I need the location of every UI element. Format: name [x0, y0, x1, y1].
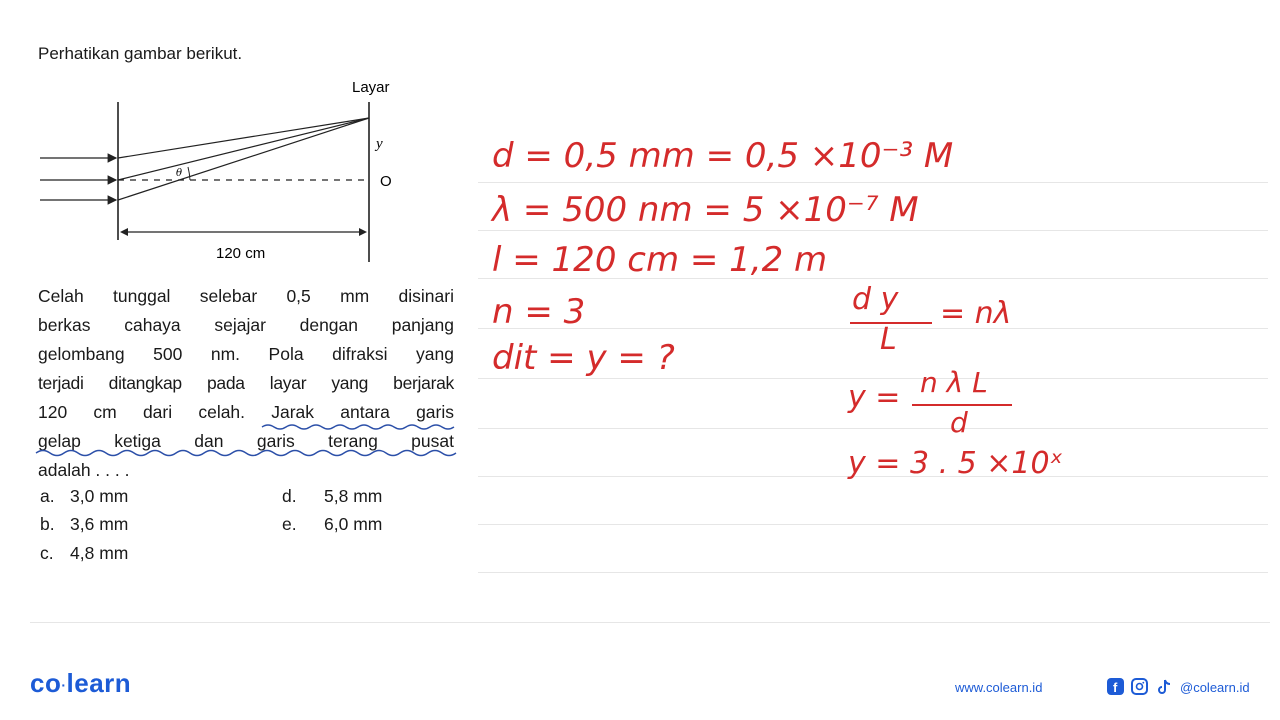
- facebook-icon[interactable]: [1107, 678, 1124, 695]
- option-d[interactable]: d. 5,8 mm: [282, 486, 383, 506]
- hw-y-lhs: y =: [848, 380, 901, 415]
- ruled-line: [478, 428, 1268, 429]
- ruled-line: [478, 182, 1268, 183]
- social-handle[interactable]: @colearn.id: [1180, 680, 1250, 695]
- hw-d-line: d = 0,5 mm = 0,5 ×10⁻³ M: [492, 136, 954, 176]
- hw-formula-rhs: = nλ: [940, 296, 1012, 331]
- question-line: gelombang 500 nm. Pola difraksi yang: [38, 344, 454, 364]
- instagram-icon[interactable]: [1131, 678, 1148, 695]
- hw-formula-denominator: L: [880, 322, 897, 357]
- screen-label: Layar: [352, 79, 390, 96]
- option-a[interactable]: a. 3,0 mm: [40, 486, 129, 506]
- ruled-line: [478, 378, 1268, 379]
- footer-url[interactable]: www.colearn.id: [955, 680, 1043, 695]
- distance-label: 120 cm: [216, 245, 266, 262]
- colearn-logo[interactable]: co·learn: [30, 668, 132, 698]
- blue-underline-annotation: [0, 0, 480, 470]
- ruled-line: [478, 572, 1268, 573]
- ruled-line: [478, 230, 1268, 231]
- option-b[interactable]: b. 3,6 mm: [40, 514, 129, 534]
- question-line: 120 cm dari celah. Jarak antara garis: [38, 402, 454, 422]
- question-line: gelap ketiga dan garis terang pusat: [38, 431, 454, 451]
- question-line: adalah . . . .: [38, 460, 130, 480]
- tiktok-icon[interactable]: [1156, 678, 1173, 695]
- theta-label: θ: [176, 168, 183, 179]
- footer-divider: [30, 622, 1270, 623]
- y-label: y: [376, 136, 383, 152]
- hw-l-line: l = 120 cm = 1,2 m: [492, 240, 828, 280]
- option-c[interactable]: c. 4,8 mm: [40, 543, 129, 563]
- option-e[interactable]: e. 6,0 mm: [282, 514, 383, 534]
- svg-text:f: f: [1113, 680, 1118, 695]
- hw-dit-line: dit = y = ?: [492, 338, 675, 378]
- question-line: berkas cahaya sejajar dengan panjang: [38, 315, 454, 335]
- ruled-line: [478, 328, 1268, 329]
- hw-y-numerator: n λ L: [920, 366, 988, 399]
- question-title: Perhatikan gambar berikut.: [38, 44, 243, 63]
- question-line: Celah tunggal selebar 0,5 mm disinari: [38, 286, 454, 306]
- question-line: terjadi ditangkap pada layar yang berjarak: [38, 373, 454, 393]
- hw-y-denominator: d: [950, 406, 968, 439]
- hw-y-substitution: y = 3 . 5 ×10ˣ: [848, 446, 1063, 481]
- hw-formula-numerator: d y: [852, 282, 899, 317]
- o-label: O: [380, 173, 392, 190]
- hw-lambda-line: λ = 500 nm = 5 ×10⁻⁷ M: [492, 190, 919, 230]
- ruled-line: [478, 524, 1268, 525]
- hw-n-line: n = 3: [492, 292, 586, 332]
